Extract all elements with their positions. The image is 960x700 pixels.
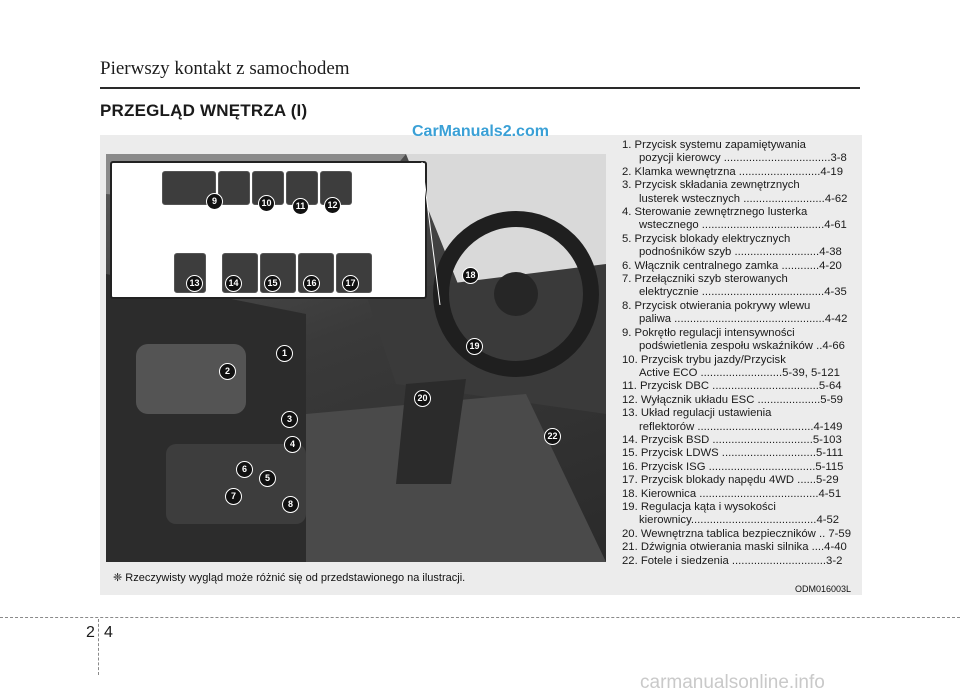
legend-item: 12. Wyłącznik układu ESC ....................5-59 [622,393,843,406]
page-number-divider [98,619,99,675]
callout-7: 7 [225,488,242,505]
header-rule [100,87,860,89]
callout-11: 11 [292,198,309,215]
callout-17: 17 [342,275,359,292]
callout-2: 2 [219,363,236,380]
callout-15: 15 [264,275,281,292]
legend-item: 14. Przycisk BSD ................................5-103 [622,433,842,446]
legend-item: 3. Przycisk składania zewnętrznych lusterek wstecznych ..........................4-62 [622,179,848,205]
section-title: PRZEGLĄD WNĘTRZA (I) [100,101,308,120]
callout-20: 20 [414,390,431,407]
legend-item: 13. Układ regulacji ustawienia reflektorów .....................................4-149 [622,407,843,433]
callout-3: 3 [281,411,298,428]
legend-item: 4. Sterowanie zewnętrznego lusterka wstecznego .......................................4-61 [622,206,847,232]
legend-item: 19. Regulacja kąta i wysokości kierownicy........................................4-52 [622,500,840,527]
chapter-header: Pierwszy kontakt z samochodem [100,58,350,79]
legend-item: 8. Przycisk otwierania pokrywy wlewu paliwa ................................................4-42 [622,299,848,326]
callout-14: 14 [225,275,242,292]
callout-12: 12 [324,197,341,214]
callout-5: 5 [259,470,276,487]
illustration-note: ❈ Rzeczywisty wygląd może różnić się od przedstawionego na ilustracji. [113,572,466,584]
legend-item: 1. Przycisk systemu zapamiętywania pozycji kierowcy ..................................3-8 [622,139,847,165]
legend-item: 7. Przełączniki szyb sterowanych elektrycznie .......................................4-35 [622,273,847,299]
callout-22: 22 [544,428,561,445]
legend-item: 15. Przycisk LDWS ..............................5-111 [622,447,844,460]
callout-19: 19 [466,338,483,355]
legend-item: 11. Przycisk DBC ..................................5-64 [622,380,842,393]
legend-item: 22. Fotele i siedzenia ..............................3-2 [622,554,843,567]
legend-item: 9. Pokrętło regulacji intensywności podświetlenia zespołu wskaźników ..4-66 [622,326,845,353]
page-number: 4 [104,624,113,641]
callout-16: 16 [303,275,320,292]
callout-6: 6 [236,461,253,478]
legend-item: 18. Kierownica ......................................4-51 [622,487,842,500]
legend-item: 20. Wewnętrzna tablica bezpieczników .. 7-59 [622,527,851,540]
site-footer-watermark: carmanualsonline.info [640,672,825,693]
legend-item: 6. Włącznik centralnego zamka ............4-20 [622,259,842,272]
page-divider [0,617,960,618]
callout-8: 8 [282,496,299,513]
legend-item: 5. Przycisk blokady elektrycznych podnośników szyb ...........................4-38 [622,232,842,259]
callout-9: 9 [206,193,223,210]
figure-code: ODM016003L [795,584,852,594]
legend-list [622,139,857,568]
legend-item: 21. Dźwignia otwierania maski silnika ....4-40 [622,541,847,554]
legend-item: 2. Klamka wewnętrzna ..........................4-19 [622,165,844,178]
inset-leader-line [420,160,480,310]
legend-item: 17. Przycisk blokady napędu 4WD ......5-29 [622,474,839,487]
callout-13: 13 [186,275,203,292]
legend-item: 16. Przycisk ISG ..................................5-115 [622,460,844,473]
callout-1: 1 [276,345,293,362]
callout-4: 4 [284,436,301,453]
chapter-number: 2 [86,624,95,641]
callout-10: 10 [258,195,275,212]
legend-item: 10. Przycisk trybu jazdy/Przycisk Active ECO ..........................5-39, 5-121 [622,353,840,379]
watermark: CarManuals2.com [412,123,549,140]
callout-18: 18 [462,267,479,284]
